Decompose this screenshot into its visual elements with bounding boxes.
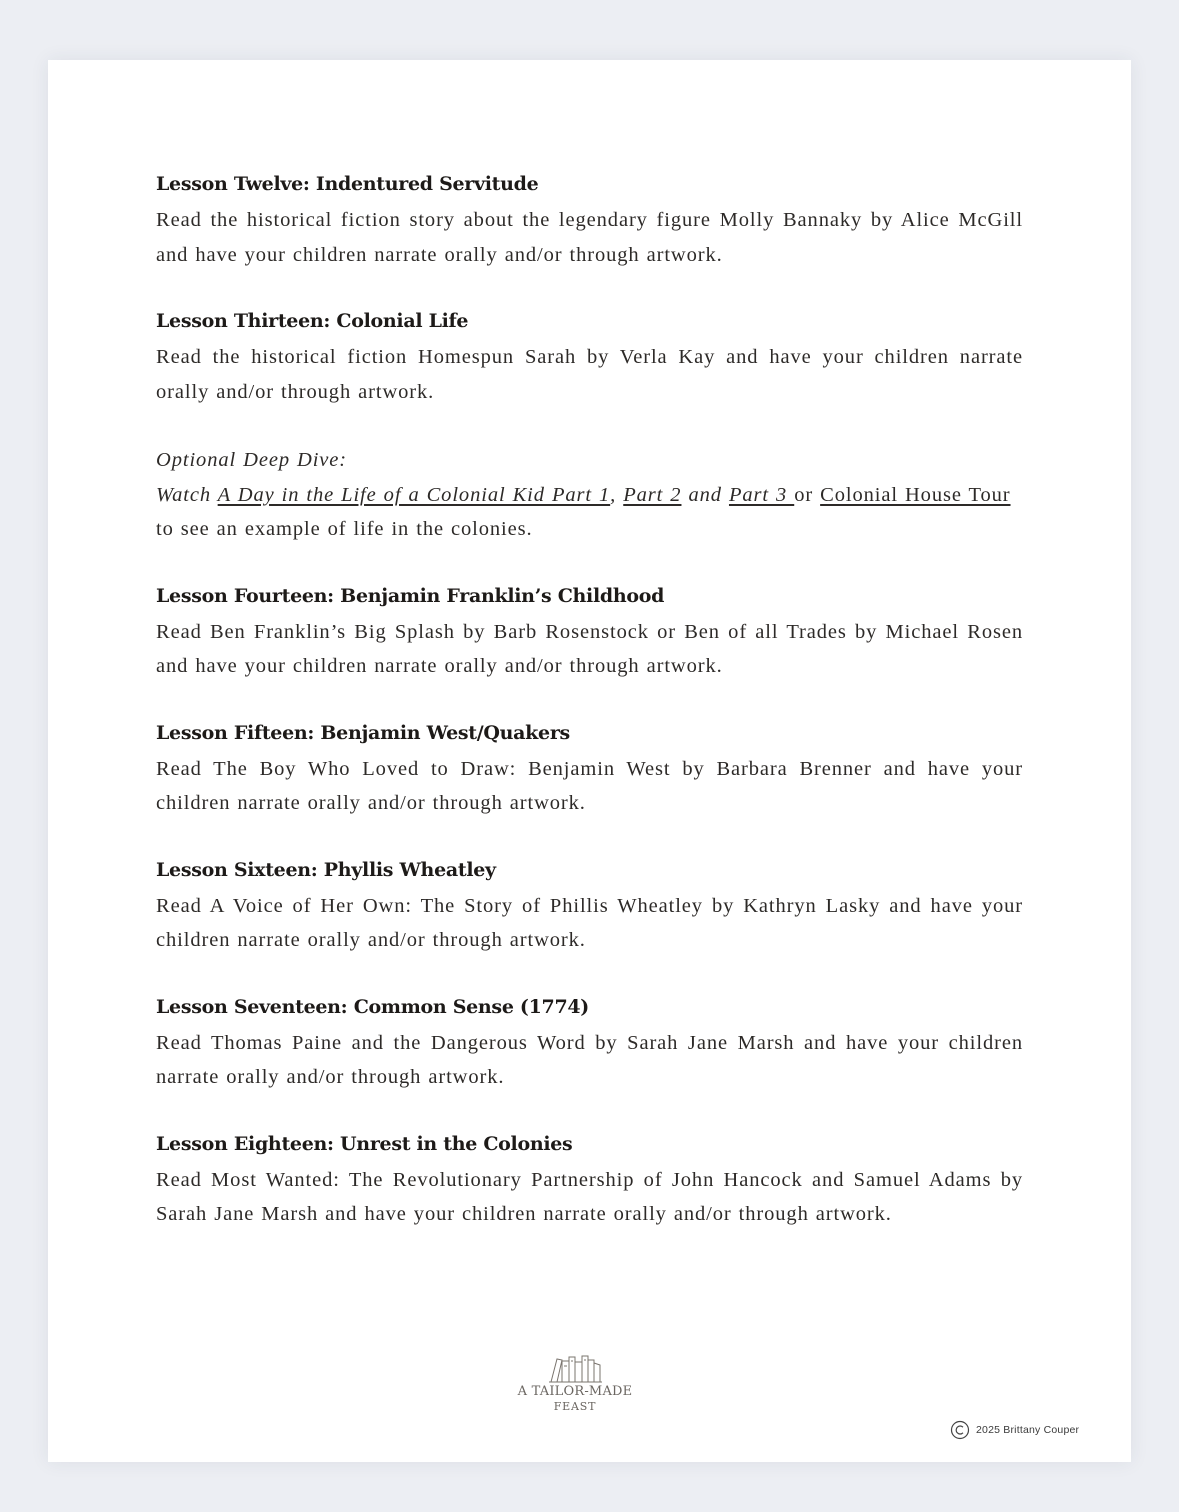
lesson-body: Read the historical fiction Homespun Sarah by Verla Kay and have your children narrate orally and/or through artwork. — [156, 346, 1023, 403]
lesson-title: Lesson Fifteen: Benjamin West/Quakers — [156, 721, 570, 744]
lesson-title: Lesson Sixteen: Phyllis Wheatley — [156, 858, 496, 881]
logo-text-line2: FEAST — [553, 1400, 597, 1413]
lesson-sixteen — [156, 855, 1023, 958]
watch-text: Watch — [156, 483, 218, 506]
and-text: and — [681, 483, 729, 506]
optional-label: Optional Deep Dive: — [156, 449, 348, 471]
lesson-body: Read A Voice of Her Own: The Story of Phillis Wheatley by Kathryn Lasky and have your children narrate orally and/or through artwork. — [156, 894, 1023, 951]
lesson-body: Read Most Wanted: The Revolutionary Partnership of John Hancock and Samuel Adams by Sarah Jane Marsh and have your children narrate orally and/or through artwork. — [156, 1168, 1023, 1225]
colonial-house-tour-link[interactable]: Colonial House Tour — [820, 483, 1011, 506]
lesson-fourteen — [156, 581, 1023, 684]
logo-text-line1: A TAILOR-MADE — [517, 1384, 633, 1399]
lesson-seventeen — [156, 992, 1023, 1095]
part2-link[interactable]: Part 2 — [623, 483, 682, 506]
part3-link[interactable]: Part 3 — [728, 483, 795, 506]
lesson-body: Read The Boy Who Loved to Draw: Benjamin West by Barbara Brenner and have your children narrate orally and/or through artwork. — [156, 757, 1023, 814]
optional-deep-dive — [156, 443, 1023, 547]
or-text: or — [794, 483, 821, 506]
comma-text: , — [610, 483, 624, 506]
lesson-title: Lesson Eighteen: Unrest in the Colonies — [156, 1132, 573, 1155]
lesson-title: Lesson Seventeen: Common Sense (1774) — [156, 995, 589, 1018]
lesson-list — [156, 169, 1023, 1266]
copyright-notice — [950, 1419, 1079, 1441]
lesson-fifteen — [156, 718, 1023, 821]
document-page — [48, 60, 1131, 1462]
lesson-body: Read Thomas Paine and the Dangerous Word by Sarah Jane Marsh and have your children narrate orally and/or through artwork. — [156, 1031, 1023, 1088]
books-icon — [547, 1353, 603, 1383]
copyright-text: 2025 Brittany Couper — [976, 1424, 1080, 1436]
brand-logo — [490, 1353, 660, 1414]
copyright-icon — [950, 1420, 970, 1440]
lesson-twelve — [156, 169, 1023, 272]
lesson-eighteen — [156, 1129, 1023, 1232]
lesson-body: Read Ben Franklin’s Big Splash by Barb Rosenstock or Ben of all Trades by Michael Rosen and have your children narrate orally and/or through artwork. — [156, 620, 1023, 677]
lesson-title: Lesson Twelve: Indentured Servitude — [156, 173, 539, 195]
lesson-title: Lesson Thirteen: Colonial Life — [156, 310, 469, 332]
lesson-body: Read the historical fiction story about the legendary figure Molly Bannaky by Alice McGill and have your children narrate orally and/or through artwork. — [156, 209, 1023, 266]
lesson-thirteen — [156, 306, 1023, 409]
colonial-kid-part1-link[interactable]: A Day in the Life of a Colonial Kid Part 1 — [217, 483, 611, 506]
optional-tail-text: to see an example of life in the colonies. — [156, 518, 533, 540]
lesson-title: Lesson Fourteen: Benjamin Franklin’s Childhood — [156, 584, 665, 607]
